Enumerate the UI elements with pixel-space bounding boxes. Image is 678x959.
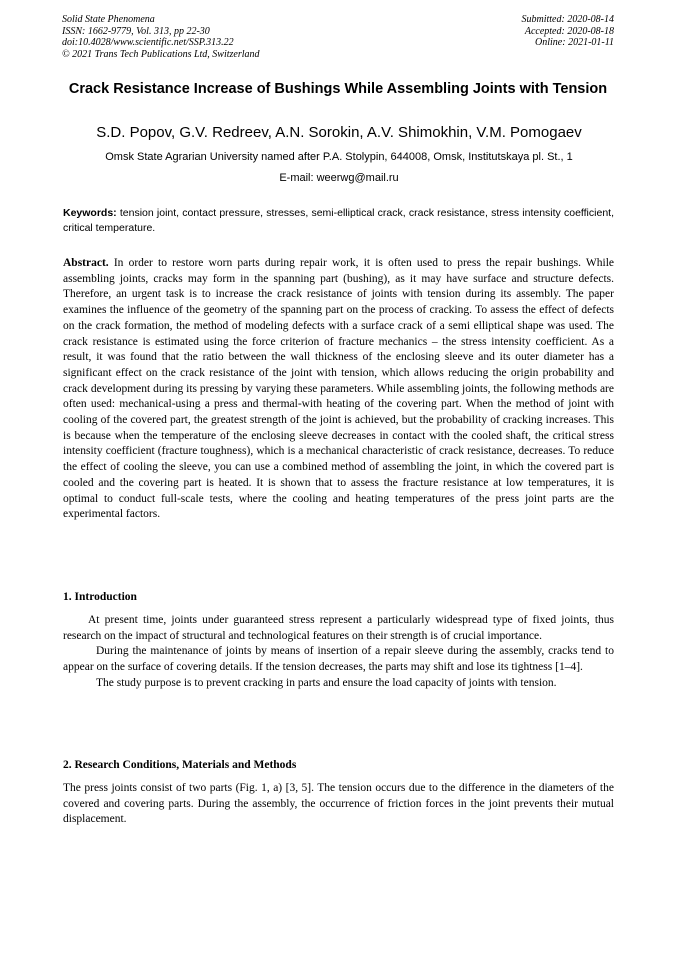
paragraph: During the maintenance of joints by means of insertion of a repair sleeve during the assembly, cracks tend to appear on the surface of covering details. If the tension decreases, the parts may shift and lose its tightness [1–4]. (63, 645, 614, 674)
paragraph: At present time, joints under guaranteed stress represent a particularly widespread type of fixed joints, thus research on the impact of structural and technological features on their strength is of crucial importance. (63, 614, 614, 642)
submitted-date: Submitted: 2020-08-14 (521, 14, 614, 25)
abstract-label: Abstract. (63, 257, 109, 269)
section-methods (63, 781, 614, 828)
submission-dates (522, 14, 615, 49)
journal-name: Solid State Phenomena (62, 14, 155, 25)
keywords-label: Keywords: (63, 207, 117, 219)
journal-copyright: © 2021 Trans Tech Publications Ltd, Switzerland (62, 48, 260, 60)
journal-info (62, 14, 260, 60)
paragraph: The study purpose is to prevent cracking in parts and ensure the load capacity of joints with tension. (96, 676, 557, 689)
journal-doi: doi:10.4028/www.scientific.net/SSP.313.22 (62, 37, 234, 48)
section-introduction (63, 613, 614, 692)
abstract-text: In order to restore worn parts during repair work, it is often used to press the repair bushings. While assembling joints, cracks may form in the spanning part (bushing), as it may have surface and structure defects. Therefore, an urgent task is to increase the crack resistance of joints with tension during its assembly. The paper examines the influence of the geometry of the spanning part on the process of cracking. To assess the effect of defects on the crack formation, the method of modeling defects with a surface crack of a semi elliptical shape was used. The crack resistance is estimated using the force criterion of fracture mechanics – the stress intensity coefficient. As a result, it was found that the ratio between the wall thickness of the enclosing sleeve and its outer diameter has a significant effect on the crack resistance of the joint with tension, which allows reducing the origin probability and crack development during its pressing by varying these parameters. While assembling joints, the following methods are often used: mechanical-using a press and thermal-with heating of the covering part. When the method of joint with cooling of the covered part, the greatest strength of the joint is achieved, but the probability of cracking increases. This is because when the temperature of the enclosing sleeve decreases in contact with the cooled shaft, the critical stress intensity coefficient (fracture toughness), which is a mechanical characteristic of crack resistance, decreases. To reduce the effect of cooling the sleeve, you can use a combined method of assembling the joint, in which the covered part is cooled and the covering part is heated. It is shown that to assess the fracture resistance at low temperatures, it is optimal to conduct full-scale tests, where the cooling and heating temperatures of the press joint parts are the experimental factors. (63, 257, 614, 521)
contact-email: E-mail: weerwg@mail.ru (279, 172, 399, 184)
section-heading-methods: 2. Research Conditions, Materials and Methods (63, 759, 297, 771)
author-list: S.D. Popov, G.V. Redreev, A.N. Sorokin, A.V. Shimokhin, V.M. Pomogaev (96, 124, 582, 141)
keywords (63, 206, 614, 235)
paragraph: The press joints consist of two parts (Fig. 1, a) [3, 5]. The tension occurs due to the difference in the diameters of the covered and covering parts. During the assembly, the occurrence of friction forces in the joint prevents their mutual displacement. (63, 782, 614, 826)
keywords-text: tension joint, contact pressure, stresses, semi-elliptical crack, crack resistance, stress intensity coefficient, critical temperature. (63, 207, 614, 234)
accepted-date: Accepted: 2020-08-18 (524, 25, 614, 37)
paper-title: Crack Resistance Increase of Bushings While Assembling Joints with Tension (68, 81, 608, 97)
journal-issn: ISSN: 1662-9779, Vol. 313, pp 22-30 (62, 25, 210, 37)
online-date: Online: 2021-01-11 (535, 37, 614, 48)
section-heading-introduction: 1. Introduction (63, 591, 137, 603)
abstract (63, 256, 614, 523)
affiliation: Omsk State Agrarian University named after P.A. Stolypin, 644008, Omsk, Institutskaya pl. St., 1 (105, 151, 573, 163)
